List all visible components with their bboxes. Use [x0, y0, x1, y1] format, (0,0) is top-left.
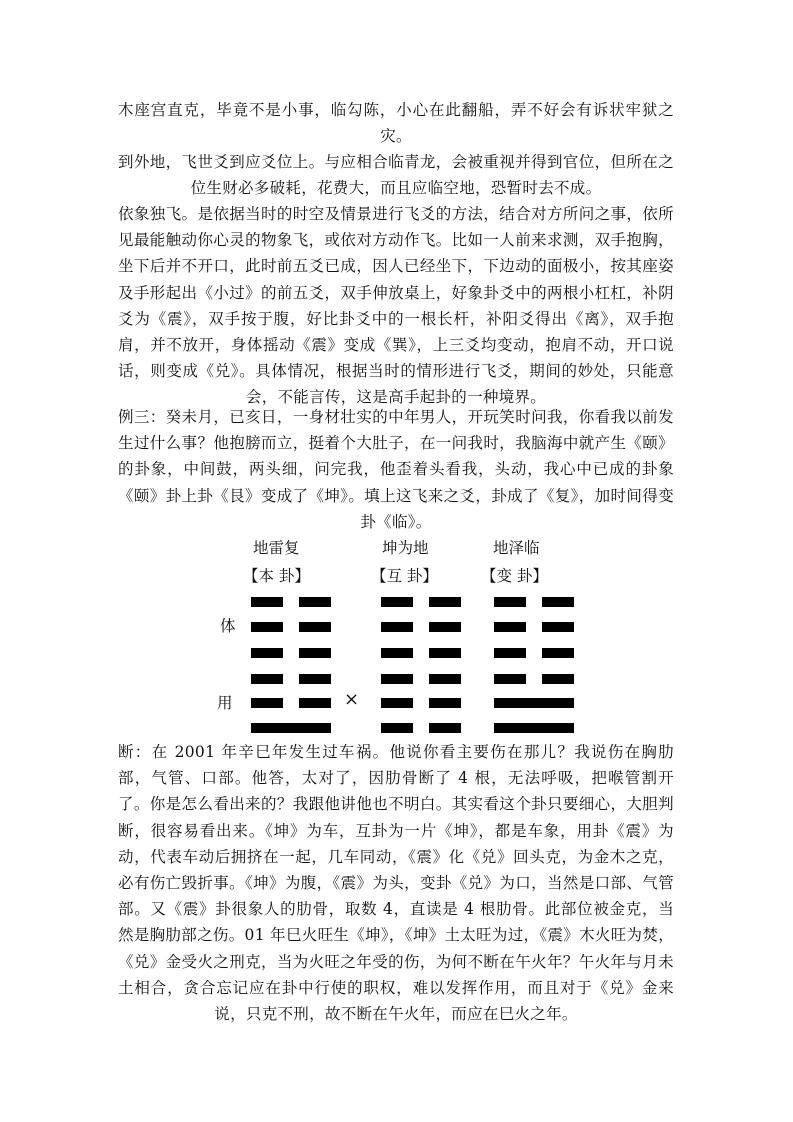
hexagram-hu-line-6-yin: [381, 723, 461, 733]
paragraph-4: 例三：癸未月，已亥日，一身材壮实的中年男人，开玩笑时问我，你看我以前发生过什么事？他抱膀而立，挺着个大肚子，在一问我时，我脑海中就产生《颐》的卦象，中间鼓，两头细，问完我，他歪着头看我，头动，我心中已成的卦象《颐》卦上卦《艮》变成了《坤》。填上这飞来之爻，卦成了《复》，加时间得变卦《临》。: [118, 408, 674, 531]
label-yong: 用: [217, 694, 233, 712]
hexagram-bian-line-5-yang: [494, 698, 574, 708]
hexagram-hu-line-3-yin: [381, 648, 461, 658]
hexagram-ben-line-6-yang: [251, 723, 331, 733]
yin-bar-2: [542, 622, 574, 632]
yang-bar: [251, 723, 331, 733]
hexagram-ben-line-2-yin: [251, 622, 331, 632]
yin-bar-1: [494, 622, 526, 632]
hexagram-tag-hu: 【互 卦】: [371, 567, 438, 585]
yin-bar-1: [381, 723, 413, 733]
paragraph-2: 到外地，飞世爻到应爻位上。与应相合临青龙，会被重视并得到官位，但所在之位生财必多破耗，花费大，而且应临空地，恐暂时去不成。: [118, 153, 674, 198]
yin-bar-2: [299, 698, 331, 708]
yin-bar-2: [542, 648, 574, 658]
yin-bar-2: [429, 648, 461, 658]
yin-bar-2: [299, 597, 331, 607]
hexagram-bian-line-2-yin: [494, 622, 574, 632]
paragraph-1: 木座宫直克，毕竟不是小事，临勾陈，小心在此翻船，弄不好会有诉状牢狱之灾。: [118, 101, 674, 146]
hexagram-name-ben: 地雷复: [253, 539, 300, 557]
yin-bar-2: [429, 698, 461, 708]
hexagram-bian-line-1-yin: [494, 597, 574, 607]
hexagram-name-bian: 地泽临: [493, 539, 540, 557]
hexagram-hu-line-1-yin: [381, 597, 461, 607]
yin-bar-1: [494, 648, 526, 658]
label-ti: 体: [220, 617, 236, 635]
hexagram-ben-line-5-yin: [251, 698, 331, 708]
hexagram-name-hu: 坤为地: [382, 539, 429, 557]
yin-bar-1: [251, 674, 283, 684]
hexagram-tag-ben: 【本 卦】: [243, 567, 310, 585]
yin-bar-1: [251, 698, 283, 708]
yin-bar-1: [494, 674, 526, 684]
hexagram-ben-line-4-yin: [251, 674, 331, 684]
hexagram-ben-line-3-yin: [251, 648, 331, 658]
yin-bar-2: [429, 597, 461, 607]
yin-bar-2: [429, 723, 461, 733]
yin-bar-2: [299, 674, 331, 684]
yin-bar-1: [494, 597, 526, 607]
yin-bar-1: [381, 622, 413, 632]
hexagram-tag-bian: 【变 卦】: [481, 567, 548, 585]
yin-bar-2: [429, 622, 461, 632]
yin-bar-2: [429, 674, 461, 684]
yin-bar-2: [299, 648, 331, 658]
yin-bar-2: [299, 622, 331, 632]
yin-bar-1: [251, 597, 283, 607]
yin-bar-1: [251, 648, 283, 658]
yin-bar-1: [381, 597, 413, 607]
yang-bar: [494, 723, 574, 733]
paragraph-3: 依象独飞。是依据当时的时空及情景进行飞爻的方法，结合对方所问之事，依所见最能触动你心灵的物象飞，或依对方动作飞。比如一人前来求测，双手抱胸，坐下后并不开口，此时前五爻已成，因人已经坐下，下边动的面极小，按其座姿及手形起出《小过》的前五爻，双手伸放桌上，好象卦爻中的两根小杠杠，补阴爻为《震》，双手按于腹，好比卦爻中的一根长杆，补阳爻得出《离》，双手抱肩，并不放开，身体摇动《震》变成《巽》，上三爻均变动，抱肩不动，开口说话，则变成《兑》。具体情况，根据当时的情形进行飞爻，期间的妙处，只能意会，不能言传，这是高手起卦的一种境界。: [118, 205, 674, 407]
yang-bar: [494, 698, 574, 708]
moving-line-mark: ×: [344, 689, 360, 710]
yin-bar-1: [381, 648, 413, 658]
paragraph-5: 断：在 2001 年辛巳年发生过车祸。他说你看主要伤在那儿？我说伤在胸肋部，气管、口部。他答，太对了，因肋骨断了 4 根，无法呼吸，把喉管割开了。你是怎么看出来的？我跟他讲他也不明白。其实看这个卦只要细心，大胆判断，很容易看出来。《坤》为车，互卦为一片《坤》，都是车象，用卦《震》为动，代表车动后拥挤在一起，几车同动，《震》化《兑》回头克，为金木之克，必有伤亡毁折事。《坤》为腹，《震》为头，变卦《兑》为口，当然是口部、气管部。又《震》卦很象人的肋骨，取数 4，直读是 4 根肋骨。此部位被金克，当然是胸肋部之伤。01 年巳火旺生《坤》，《坤》土太旺为过，《震》木火旺为焚，《兑》金受火之刑克，当为火旺之年受的伤，为何不断在午火年？午火年与月未土相合，贪合忘记应在卦中行使的职权，难以发挥作用，而且对于《兑》金来说，只克不刑，故不断在午火年，而应在巳火之年。: [118, 743, 674, 1024]
hexagram-bian-line-3-yin: [494, 648, 574, 658]
yin-bar-2: [542, 597, 574, 607]
hexagram-hu-line-4-yin: [381, 674, 461, 684]
yin-bar-1: [381, 698, 413, 708]
yin-bar-2: [542, 674, 574, 684]
hexagram-bian-line-4-yin: [494, 674, 574, 684]
yin-bar-1: [251, 622, 283, 632]
hexagram-hu-line-5-yin: [381, 698, 461, 708]
hexagram-bian-line-6-yang: [494, 723, 574, 733]
yin-bar-1: [381, 674, 413, 684]
hexagram-ben-line-1-yin: [251, 597, 331, 607]
hexagram-hu-line-2-yin: [381, 622, 461, 632]
